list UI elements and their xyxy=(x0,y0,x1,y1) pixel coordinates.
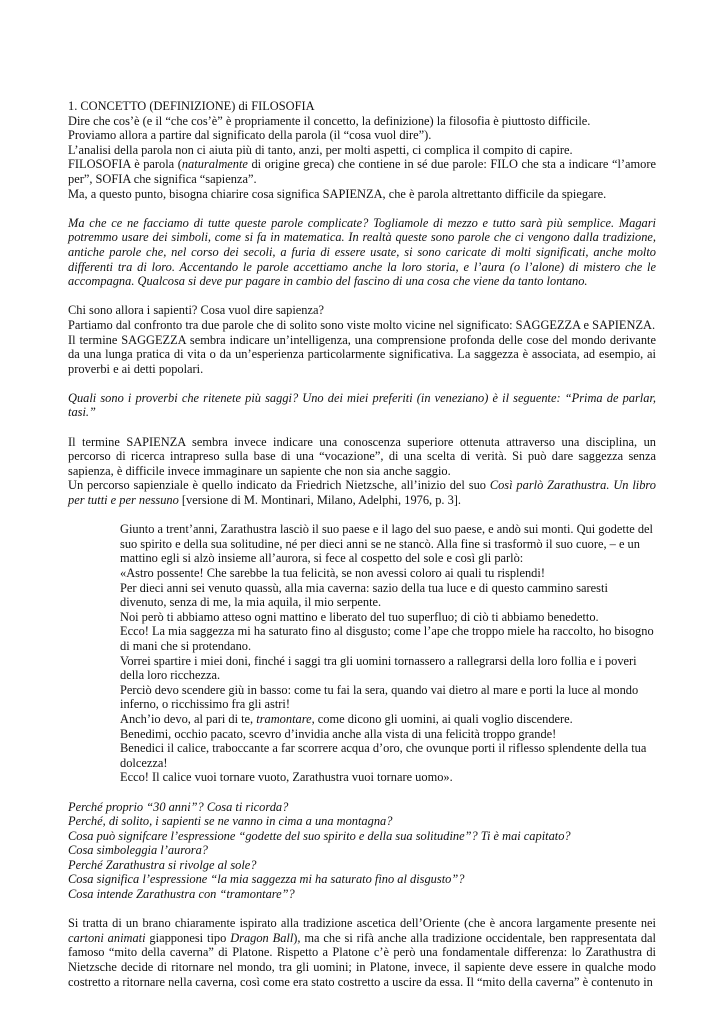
saggezza-paragraph: Il termine SAGGEZZA sembra indicare un’intelligenza, una comprensione profonda delle cose del mondo derivante da una lunga pratica di vita o da un’esperienza particolarmente significativa. La saggezza è associata, ad esempio, ai proverbi e ai detti popolari. xyxy=(68,332,656,376)
nietzsche-text-c: [versione di M. Montinari, Milano, Adelphi, 1976, p. 3]. xyxy=(178,493,462,508)
italic-reflection-paragraph xyxy=(68,216,656,289)
quote-para-4: Noi però ti abbiamo atteso ogni mattino e liberato del tuo superfluo; di ciò ti abbiamo benedetto. xyxy=(120,609,599,624)
question-2 xyxy=(68,814,656,829)
final-text-a: Si tratta di un brano chiaramente ispirato alla tradizione ascetica dell’Oriente (che è ancora largamente presente nei xyxy=(68,916,656,931)
question-4 xyxy=(68,843,656,858)
intro-line-3: L’analisi della parola non ci aiuta più di tanto, anzi, per molti aspetti, ci complica il compito di capire. xyxy=(68,142,573,157)
quote-para-8 xyxy=(120,712,656,727)
final-text-italic-1: cartoni animati xyxy=(68,930,146,945)
document-page xyxy=(68,99,656,989)
intro-line-1: Dire che cos’è (e il “che cos’è” è propriamente il concetto, la definizione) la filosofia è piuttosto difficile. xyxy=(68,113,591,128)
quote-para-7: Perciò devo scendere giù in basso: come tu fai la sera, quando vai dietro al mare e porti la luce al mondo inferno, o ricchissimo fra gli astri! xyxy=(120,682,639,712)
section-heading: 1. CONCETTO (DEFINIZIONE) di FILOSOFIA xyxy=(68,99,315,113)
filosofia-text-a: FILOSOFIA è parola ( xyxy=(68,157,182,172)
final-text-italic-2: Dragon Ball xyxy=(230,930,294,945)
question-1-text: Perché proprio “30 anni”? Cosa ti ricorda? xyxy=(68,799,289,814)
question-5 xyxy=(68,858,656,873)
filosofia-paragraph xyxy=(68,157,656,186)
comparison-line: Partiamo dal confronto tra due parole che di solito sono viste molto vicine nel significato: SAGGEZZA e SAPIENZA. xyxy=(68,317,656,332)
final-text-e: ), ma che si rifà anche alla tradizione occidentale, ben rappresentata dal famoso “mito della caverna” di Platone. Rispetto a Platone c’è però una fondamentale differenza: lo Zarathustra di Nietzsche decide di ritornare nel mondo, tra gli uomini; in Platone, invece, il sapiente deve essere in qualche modo costretto a ritornare nella caverna, così come era stato costretto a uscire da essa. Il “mito della caverna” è contenuto in xyxy=(68,930,656,989)
quote-para-3: Per dieci anni sei venuto quassù, alla mia caverna: sazio della tua luce e di questo cammino saresti divenuto, senza di me, la mia aquila, il mio serpente. xyxy=(120,580,608,610)
quote-para-5: Ecco! La mia saggezza mi ha saturato fino al disgusto; come l’ape che troppo miele ha raccolto, ho bisogno di mani che si protendano. xyxy=(120,624,654,653)
proverbi-paragraph xyxy=(68,391,656,420)
quote-anch-italic: tramontare, xyxy=(256,711,315,726)
nietzsche-text-a: Un percorso sapienziale è quello indicato da Friedrich Nietzsche, all’inizio del suo xyxy=(68,478,490,493)
question-3 xyxy=(68,829,656,844)
question-3-text: Cosa può signifcare l’espressione “godette del suo spirito e della sua solitudine”? Ti è mai capitato? xyxy=(68,828,571,843)
nietzsche-paragraph xyxy=(68,478,656,507)
zarathustra-quote xyxy=(120,522,656,785)
final-text-c: giapponesi tipo xyxy=(145,930,231,945)
filosofia-text-italic: naturalmente xyxy=(181,157,248,172)
question-line: Chi sono allora i sapienti? Cosa vuol dire sapienza? xyxy=(68,303,325,318)
question-5-text: Perché Zarathustra si rivolge al sole? xyxy=(68,857,257,872)
quote-anch-a: Anch’io devo, al pari di te, xyxy=(120,711,257,726)
book-title: Così parlò Zarathustra. Un libro per tutti e per nessuno xyxy=(68,478,656,508)
italic-reflection-text: Ma che ce ne facciamo di tutte queste parole complicate? Togliamole di mezzo e tutto sarà più semplice. Magari potremmo usare dei simboli, come si fa in matematica. In realtà queste sono parole che ci vengono dalla tradizione, antiche parole che, nel corso dei secoli, a furia di essere usate, si sono caricate di molti significati, anche molto differenti tra di loro. Accentando le parole accettiamo anche la loro storia, e l’aura (o l’alone) di mistero che le accompagna. Qualcosa si deve pur pagare in cambio del fascino di una cosa che viene da tanto lontano. xyxy=(68,215,656,289)
question-7-text: Cosa intende Zarathustra con “tramontare”? xyxy=(68,887,295,902)
question-7 xyxy=(68,887,656,902)
question-2-text: Perché, di solito, i sapienti se ne vanno in cima a una montagna? xyxy=(68,814,393,829)
sapienza-intro-line: Ma, a questo punto, bisogna chiarire cosa significa SAPIENZA, che è parola altrettanto difficile da spiegare. xyxy=(68,186,607,201)
questions-list xyxy=(68,800,656,902)
question-6 xyxy=(68,872,656,887)
quote-para-1: Giunto a trent’anni, Zarathustra lasciò il suo paese e il lago del suo paese, e andò sui monti. Qui godette del suo spirito e della sua solitudine, né per dieci anni se ne stancò. Alla fine si trasformò il suo cuore, – e un mattino egli si alzò insieme all’aurora, si fece al cospetto del sole e così gli parlò: xyxy=(120,522,653,566)
final-paragraph xyxy=(68,916,656,989)
quote-para-6: Vorrei spartire i miei doni, finché i saggi tra gli uomini tornassero a rallegrarsi della loro follia e i poveri della loro ricchezza. xyxy=(120,653,637,683)
filosofia-text-c: di origine greca) che contiene in sé due parole: FILO che sta a indicare “l’amore per”, SOFIA che significa “sapienza”. xyxy=(68,157,656,186)
question-4-text: Cosa simboleggia l’aurora? xyxy=(68,843,208,858)
quote-para-9: Benedimi, occhio pacato, scevro d’invidia anche alla vista di una felicità troppo grande! xyxy=(120,726,557,741)
sapienza-paragraph: Il termine SAPIENZA sembra invece indicare una conoscenza superiore ottenuta attraverso una disciplina, un percorso di ricerca intrapreso sulla base di una “vocazione”, di una scelta di verità. Si può dare saggezza senza sapienza, è difficile invece immaginare un sapiente che non sia anche saggio. xyxy=(68,434,656,478)
question-6-text: Cosa significa l’espressione “la mia saggezza mi ha saturato fino al disgusto”? xyxy=(68,872,465,887)
quote-anch-c: come dicono gli uomini, ai quali voglio discendere. xyxy=(314,711,573,726)
quote-para-2: «Astro possente! Che sarebbe la tua felicità, se non avessi coloro ai quali tu risplendi! xyxy=(120,566,545,580)
quote-para-10: Benedici il calice, traboccante a far scorrere acqua d’oro, che ovunque porti il riflesso splendente della tua dolcezza! xyxy=(120,741,647,770)
intro-line-2: Proviamo allora a partire dal significato della parola (il “cosa vuol dire”). xyxy=(68,128,432,143)
quote-para-11: Ecco! Il calice vuoi tornare vuoto, Zarathustra vuoi tornare uomo». xyxy=(120,770,453,785)
question-1 xyxy=(68,800,656,815)
proverbi-text: Quali sono i proverbi che ritenete più saggi? Uno dei miei preferiti (in veneziano) è il seguente: “Prima de parlar, tasi.” xyxy=(68,390,656,420)
